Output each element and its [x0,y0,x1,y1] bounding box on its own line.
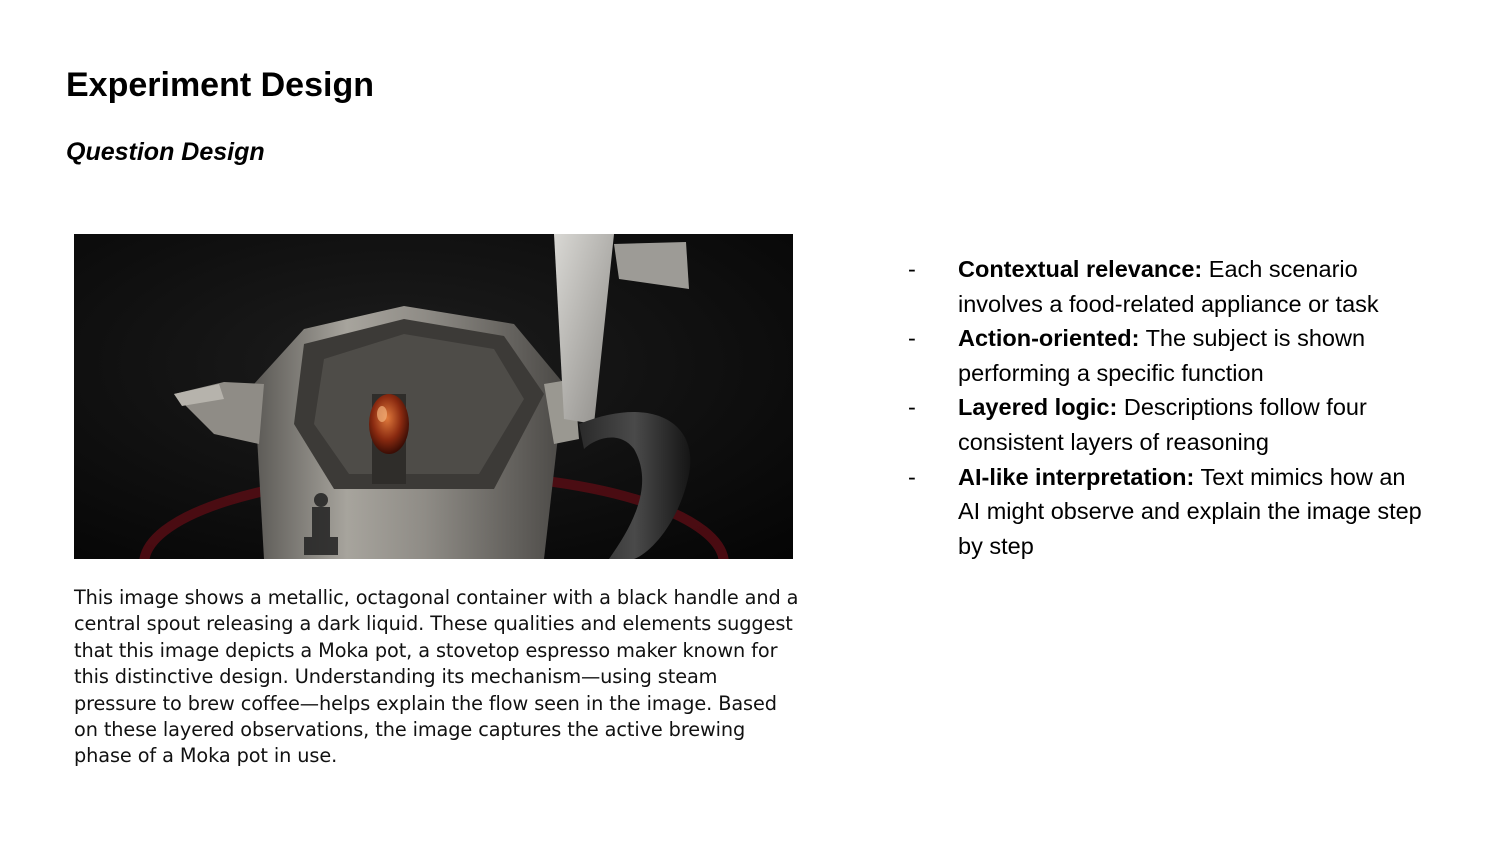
bullet-text: Text mimics how an AI might observe and explain the image step by step [958,463,1422,559]
bullet-marker: - [908,325,916,352]
bullet-text: Each scenario involves a food-related appliance or task [958,256,1379,317]
bullet-marker: - [908,256,916,282]
bullet-text: The subject is shown performing a specific function [958,325,1366,386]
bullet-term: Action-oriented: [958,325,1140,352]
list-item [908,460,1428,564]
moka-pot-illustration [74,234,793,559]
bullet-term: Contextual relevance: [958,256,1203,282]
bullet-marker: - [908,394,916,421]
bullet-text: Descriptions follow four consistent layers of reasoning [958,394,1367,455]
bullet-marker: - [908,463,916,490]
image-caption: This image shows a metallic, octagonal container with a black handle and a central spout releasing a dark liquid. These qualities and elements suggest that this image depicts a Moka pot, a stovetop espresso maker known for this distinctive design. Understanding its mechanism—using steam pressure to brew coffee—helps explain the flow seen in the image. Based on these layered observations, the image captures the active brewing phase of a Moka pot in use. [74,586,799,768]
slide-title: Experiment Design [66,66,374,104]
list-item [908,390,1428,459]
bullet-term: Layered logic: [958,394,1118,421]
slide-subtitle: Question Design [66,138,265,166]
design-criteria-list [908,252,1428,563]
list-item [908,321,1428,390]
bullet-term: AI-like interpretation: [958,463,1195,490]
list-item [908,252,1428,321]
moka-pot-photo [74,234,793,559]
